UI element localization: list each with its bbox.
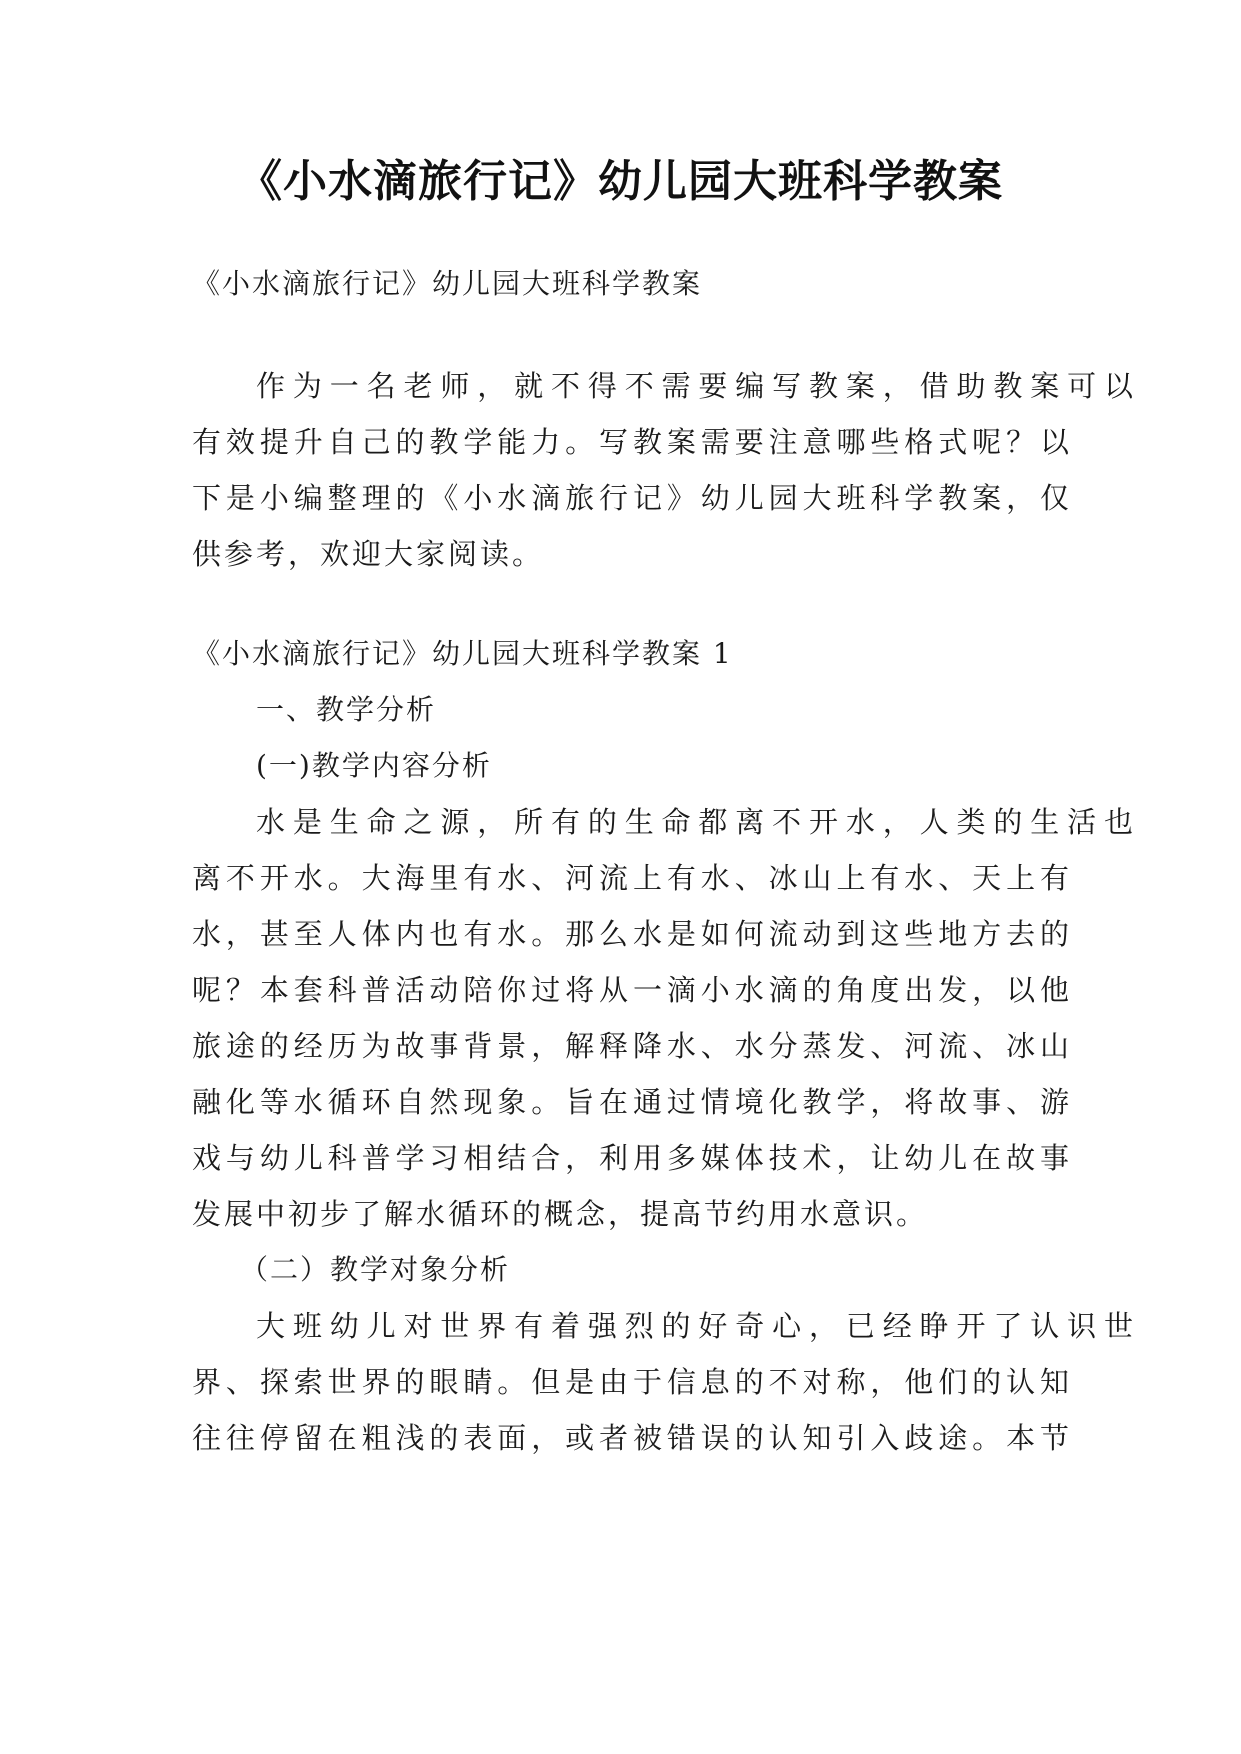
document-title: 《小水滴旅行记》幼儿园大班科学教案 bbox=[238, 156, 1003, 207]
intro-line: 下是小编整理的《小水滴旅行记》幼儿园大班科学教案，仅 bbox=[192, 481, 1072, 515]
heading-content-analysis: (一)教学内容分析 bbox=[256, 749, 492, 782]
heading-teaching-analysis: 一、教学分析 bbox=[256, 693, 437, 726]
object-analysis-line: 往往停留在粗浅的表面，或者被错误的认知引入歧途。本节 bbox=[192, 1421, 1072, 1455]
section-title: 《小水滴旅行记》幼儿园大班科学教案 1 bbox=[192, 637, 733, 670]
content-analysis-line: 旅途的经历为故事背景，解释降水、水分蒸发、河流、冰山 bbox=[192, 1029, 1072, 1063]
content-analysis-line: 水，甚至人体内也有水。那么水是如何流动到这些地方去的 bbox=[192, 917, 1072, 951]
content-analysis-line: 戏与幼儿科普学习相结合，利用多媒体技术，让幼儿在故事 bbox=[192, 1141, 1072, 1175]
object-analysis-line: 界、探索世界的眼睛。但是由于信息的不对称，他们的认知 bbox=[192, 1365, 1072, 1399]
document-subtitle: 《小水滴旅行记》幼儿园大班科学教案 bbox=[192, 267, 703, 300]
intro-line: 有效提升自己的教学能力。写教案需要注意哪些格式呢？以 bbox=[192, 425, 1072, 459]
heading-object-analysis: （二）教学对象分析 bbox=[240, 1253, 511, 1286]
intro-line: 作为一名老师，就不得不需要编写教案，借助教案可以 bbox=[256, 369, 1136, 403]
content-analysis-line: 融化等水循环自然现象。旨在通过情境化教学，将故事、游 bbox=[192, 1085, 1072, 1119]
content-analysis-line: 离不开水。大海里有水、河流上有水、冰山上有水、天上有 bbox=[192, 861, 1072, 895]
intro-line: 供参考，欢迎大家阅读。 bbox=[192, 537, 545, 571]
content-analysis-line: 发展中初步了解水循环的概念，提高节约用水意识。 bbox=[192, 1197, 929, 1231]
content-analysis-line: 呢？本套科普活动陪你过将从一滴小水滴的角度出发，以他 bbox=[192, 973, 1072, 1007]
content-analysis-line: 水是生命之源，所有的生命都离不开水，人类的生活也 bbox=[256, 805, 1136, 839]
object-analysis-line: 大班幼儿对世界有着强烈的好奇心，已经睁开了认识世 bbox=[256, 1309, 1136, 1343]
